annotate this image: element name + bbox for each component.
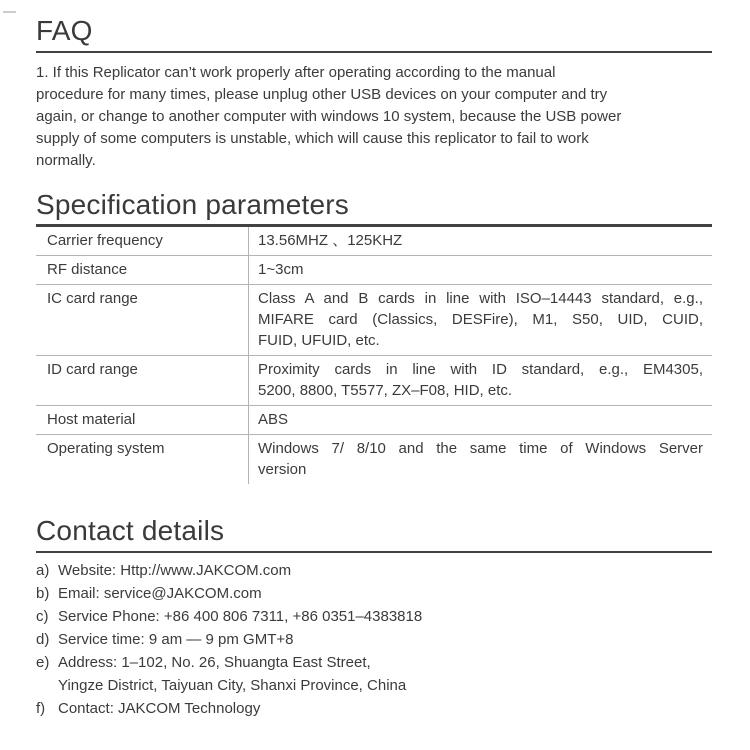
faq-line: supply of some computers is unstable, which will cause this replicator to fail to work [36, 130, 589, 147]
row-value [249, 227, 712, 255]
item-prefix: c) [36, 608, 49, 625]
list-item [36, 605, 712, 628]
service-time-line: Service time: 9 am — 9 pm GMT+8 [58, 631, 294, 648]
item-prefix: f) [36, 700, 46, 717]
row-value [249, 256, 712, 284]
value-line: Windows 7/ 8/10 and the same time of Windows Server [258, 440, 703, 457]
spec-title: Specification parameters [36, 189, 349, 220]
table-row [36, 227, 712, 256]
list-item [36, 697, 712, 720]
value-line: MIFARE card (Classics, DESFire), M1, S50, UID, CUID, [258, 311, 703, 328]
row-value [249, 285, 712, 355]
value-line: 13.56MHZ 、125KHZ [258, 232, 403, 249]
faq-title: FAQ [36, 15, 93, 46]
faq-paragraph [36, 62, 712, 172]
value-line: Class A and B cards in line with ISO–14443 standard, e.g., [258, 290, 703, 307]
faq-line: 1. If this Replicator can’t work properly after operating according to the manual [36, 64, 556, 81]
contact-title: Contact details [36, 515, 225, 546]
faq-section [36, 14, 712, 172]
table-row [36, 256, 712, 285]
value-line: ABS [258, 411, 289, 428]
spec-table [36, 224, 712, 484]
row-label: Carrier frequency [36, 227, 249, 255]
table-row [36, 356, 712, 406]
address-line-1: Address: 1–102, No. 26, Shuangta East Street, [58, 654, 371, 671]
faq-divider [36, 51, 712, 53]
row-value [249, 406, 712, 434]
value-line: 1~3cm [258, 261, 304, 278]
item-prefix: e) [36, 654, 50, 671]
item-prefix: a) [36, 562, 50, 579]
row-value [249, 356, 712, 405]
value-line: FUID, UFUID, etc. [258, 332, 380, 349]
table-row [36, 406, 712, 435]
table-row [36, 435, 712, 484]
spec-section [36, 188, 712, 484]
contact-divider [36, 551, 712, 553]
contact-company-line: Contact: JAKCOM Technology [58, 700, 261, 717]
phone-line: Service Phone: +86 400 806 7311, +86 0351–4383818 [58, 608, 423, 625]
value-line: version [258, 461, 307, 478]
contact-section [36, 514, 712, 720]
row-label: Host material [36, 406, 249, 434]
list-item [36, 582, 712, 605]
list-item [36, 651, 712, 697]
corner-mark [3, 11, 16, 13]
table-row [36, 285, 712, 356]
row-label: RF distance [36, 256, 249, 284]
faq-line: normally. [36, 152, 96, 169]
list-item [36, 559, 712, 582]
row-value [249, 435, 712, 484]
address-line [58, 651, 712, 697]
row-label: ID card range [36, 356, 249, 405]
row-label: IC card range [36, 285, 249, 355]
contact-list [36, 559, 712, 720]
email-line: Email: service@JAKCOM.com [58, 585, 262, 602]
item-prefix: b) [36, 585, 50, 602]
website-line: Website: Http://www.JAKCOM.com [58, 562, 292, 579]
faq-line: procedure for many times, please unplug other USB devices on your computer and try [36, 86, 608, 103]
value-line: Proximity cards in line with ID standard, e.g., EM4305, [258, 361, 703, 378]
faq-line: again, or change to another computer with windows 10 system, because the USB power [36, 108, 622, 125]
row-label: Operating system [36, 435, 249, 484]
item-prefix: d) [36, 631, 50, 648]
value-line: 5200, 8800, T5577, ZX–F08, HID, etc. [258, 382, 513, 399]
address-line-2: Yingze District, Taiyuan City, Shanxi Province, China [58, 677, 407, 694]
list-item [36, 628, 712, 651]
